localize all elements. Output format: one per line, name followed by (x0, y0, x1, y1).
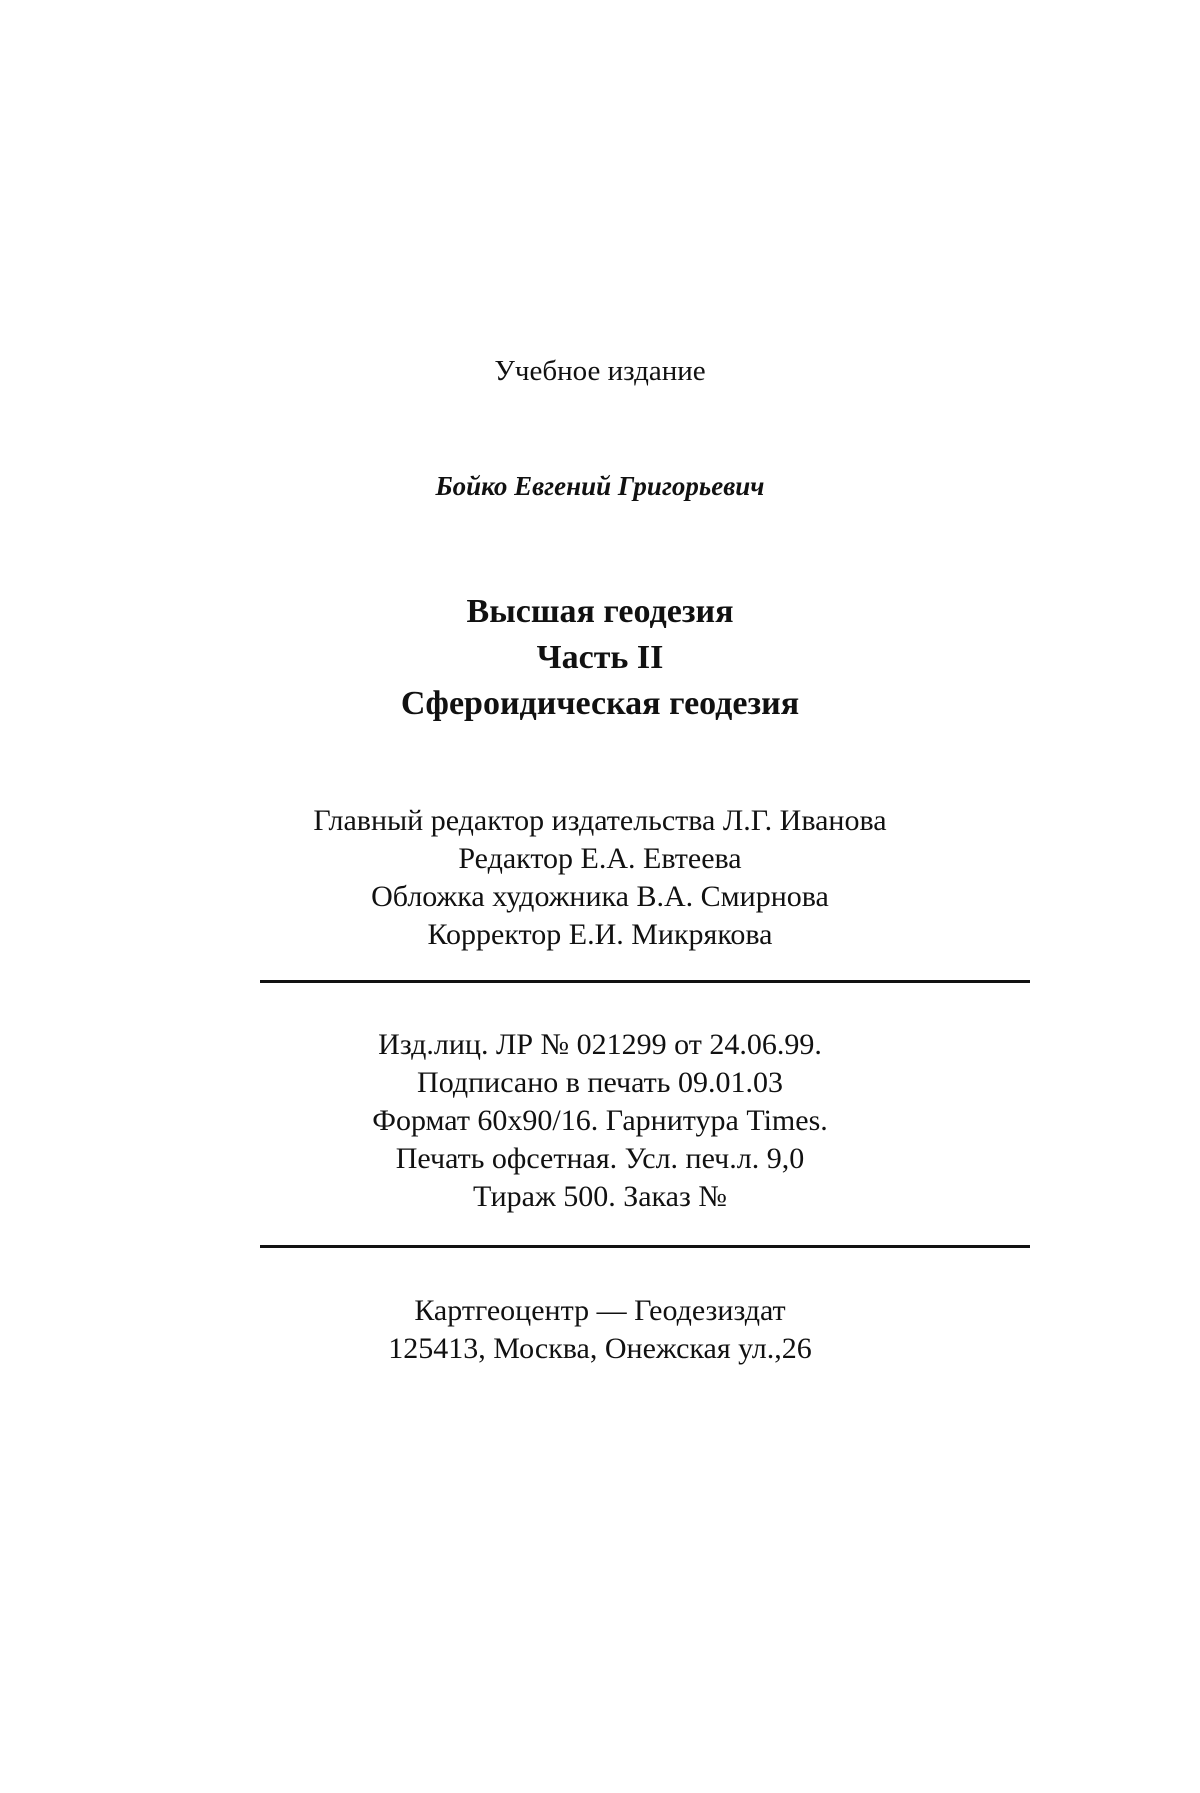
publisher-name: Картгеоцентр — Геодезиздат (414, 1294, 786, 1327)
divider-bottom (260, 1245, 1030, 1248)
author-name: Бойко Евгений Григорьевич (435, 471, 765, 501)
credit-editor: Редактор Е.А. Евтеева (458, 842, 742, 875)
credit-proofreader: Корректор Е.И. Микрякова (427, 918, 773, 951)
publisher-address: 125413, Москва, Онежская ул.,26 (388, 1332, 812, 1365)
imprint-license: Изд.лиц. ЛР № 021299 от 24.06.99. (378, 1028, 822, 1061)
edition-type: Учебное издание (494, 355, 706, 387)
imprint-signed: Подписано в печать 09.01.03 (417, 1066, 783, 1099)
book-title: Высшая геодезия (466, 593, 734, 630)
book-subtitle: Сфероидическая геодезия (400, 685, 800, 722)
divider-top (260, 980, 1030, 983)
imprint-format: Формат 60х90/16. Гарнитура Times. (372, 1104, 828, 1137)
book-part: Часть II (536, 639, 664, 676)
imprint-printing: Печать офсетная. Усл. печ.л. 9,0 (395, 1142, 805, 1175)
credit-cover-artist: Обложка художника В.А. Смирнова (371, 880, 829, 913)
credit-chief-editor: Главный редактор издательства Л.Г. Иванова (313, 804, 887, 837)
imprint-circulation: Тираж 500. Заказ № (473, 1180, 727, 1213)
